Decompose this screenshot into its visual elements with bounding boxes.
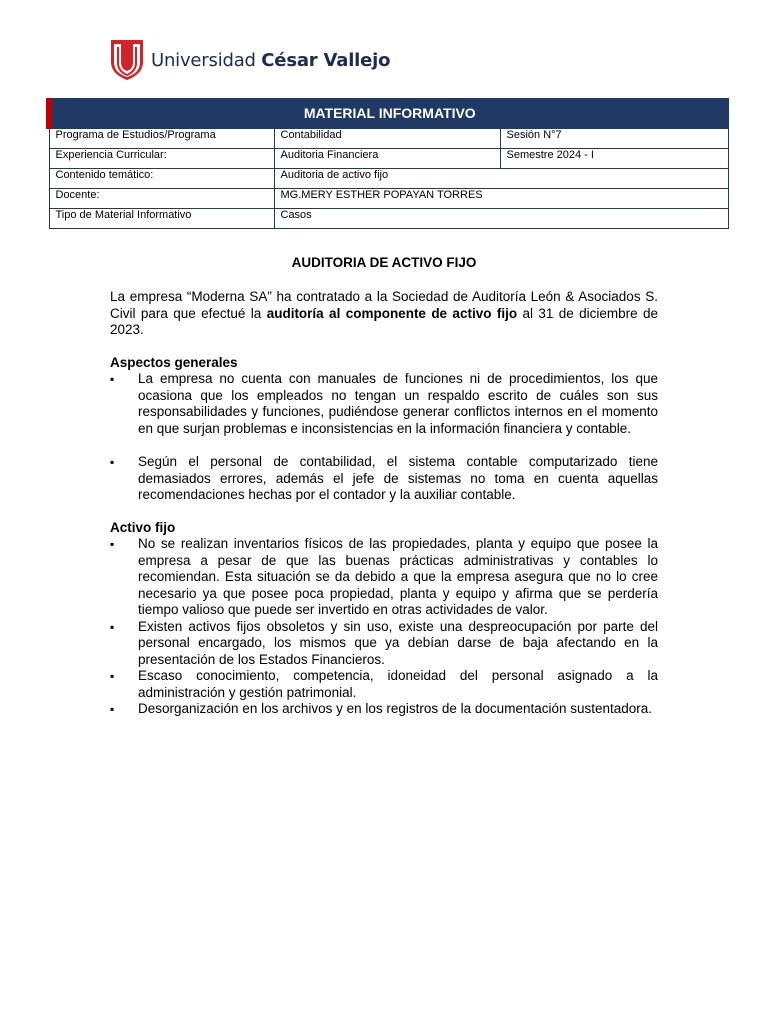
table-cell: Auditoria de activo fijo: [274, 169, 728, 189]
table-row: [49, 169, 728, 189]
table-row: [49, 129, 728, 149]
intro-paragraph: La empresa “Moderna SA” ha contratado a la Sociedad de Auditoría León & Asociados S. Civil para que efectué la auditoría al componente de activo fijo al 31 de diciembre de 2023.: [110, 289, 658, 337]
table-cell: Auditoria Financiera: [274, 149, 500, 169]
table-row: [49, 209, 728, 229]
material-title: MATERIAL INFORMATIVO: [49, 99, 728, 129]
bullet-list: [110, 371, 658, 504]
university-logo: [111, 40, 390, 80]
list-item: ▪ No se realizan inventarios físicos de las propiedades, planta y equipo que posee la empresa a pesar de que las buenas prácticas administrativas y contables lo recomiendan. Esta situación se da debido a que la empresa asegura que no lo cree necesario ya que posee poca propiedad, planta y equipo y afirma que se perdería tiempo valioso que puede ser invertido en otras actividades de valor.: [110, 536, 658, 619]
bullet-list: [110, 536, 658, 718]
list-item: ▪ Escaso conocimiento, competencia, idoneidad del personal asignado a la administración y gestión patrimonial.: [110, 668, 658, 701]
document-title: AUDITORIA DE ACTIVO FIJO: [291, 255, 477, 270]
document-body: [110, 289, 658, 718]
table-cell: Programa de Estudios/Programa: [49, 129, 274, 149]
table-cell: Tipo de Material Informativo: [49, 209, 274, 229]
table-cell: Docente:: [49, 189, 274, 209]
table-row: [49, 149, 728, 169]
university-name: Universidad César Vallejo: [151, 49, 391, 71]
table-cell: Sesión N°7: [500, 129, 728, 149]
table-cell: Contabilidad: [274, 129, 500, 149]
list-item: ▪ La empresa no cuenta con manuales de funciones ni de procedimientos, los que ocasiona que los empleados no tengan un respaldo escrito de cuáles son sus responsabilidades y funciones, pudiéndose generar conflictos internos en el momento en que surjan problemas e inconsistencias en la información financiera y contable.: [110, 371, 658, 437]
info-table: [46, 98, 729, 229]
table-cell: MG.MERY ESTHER POPAYAN TORRES: [274, 189, 728, 209]
table-cell: Semestre 2024 - I: [500, 149, 728, 169]
table-cell: Experiencia Curricular:: [49, 149, 274, 169]
section-heading: Activo fijo: [110, 519, 176, 535]
list-item: ▪ Existen activos fijos obsoletos y sin uso, existe una despreocupación por parte del personal encargado, los mismos que ya debían darse de baja afectando en la presentación de los Estados Financieros.: [110, 619, 658, 669]
ucv-shield-icon: [111, 40, 143, 80]
list-item: ▪ Según el personal de contabilidad, el sistema contable computarizado tiene demasiados errores, además el jefe de sistemas no toma en cuenta aquellas recomendaciones hechas por el contador y la auxiliar contable.: [110, 454, 658, 504]
table-row: [49, 189, 728, 209]
table-cell: Contenido temático:: [49, 169, 274, 189]
section-heading: Aspectos generales: [110, 354, 238, 370]
info-table-header: [49, 99, 728, 129]
list-item: ▪ Desorganización en los archivos y en los registros de la documentación sustentadora.: [110, 701, 658, 718]
table-cell: Casos: [274, 209, 728, 229]
